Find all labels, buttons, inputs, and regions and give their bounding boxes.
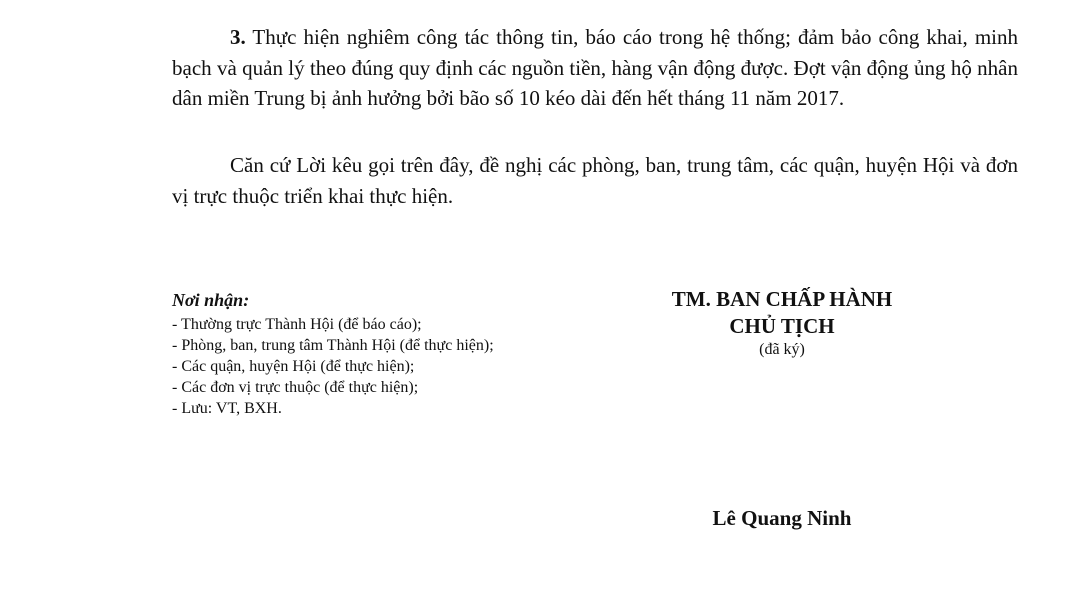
recipients-block <box>172 288 642 419</box>
paragraph-number: 3. <box>230 25 246 49</box>
recipient-item: - Các quận, huyện Hội (để thực hiện); <box>172 358 415 375</box>
recipient-item: - Phòng, ban, trung tâm Thành Hội (để thực hiện); <box>172 337 494 354</box>
closing-paragraph: Căn cứ Lời kêu gọi trên đây, đề nghị các phòng, ban, trung tâm, các quận, huyện Hội và đơn vị trực thuộc triển khai thực hiện. <box>172 153 1018 208</box>
recipients-list <box>172 314 642 419</box>
signing-organization: TM. BAN CHẤP HÀNH <box>671 287 893 311</box>
recipient-item: - Các đơn vị trực thuộc (để thực hiện); <box>172 379 419 396</box>
paragraph-3 <box>172 22 1018 114</box>
recipient-item: - Lưu: VT, BXH. <box>172 400 282 417</box>
signed-note: (đã ký) <box>759 341 805 358</box>
signature-block <box>622 286 942 360</box>
signer-name: Lê Quang Ninh <box>712 506 852 530</box>
recipient-item: - Thường trực Thành Hội (để báo cáo); <box>172 316 422 333</box>
paragraph-3-text: Thực hiện nghiêm công tác thông tin, báo cáo trong hệ thống; đảm bảo công khai, minh bạch và quản lý theo đúng quy định các nguồn tiền, hàng vận động được. Đợt vận động ủng hộ nhân dân miền Trung bị ảnh hưởng bởi bão số 10 kéo dài đến hết tháng 11 năm 2017. <box>172 25 1018 110</box>
recipients-label: Nơi nhận: <box>172 290 250 310</box>
signer-position: CHỦ TỊCH <box>729 314 835 338</box>
